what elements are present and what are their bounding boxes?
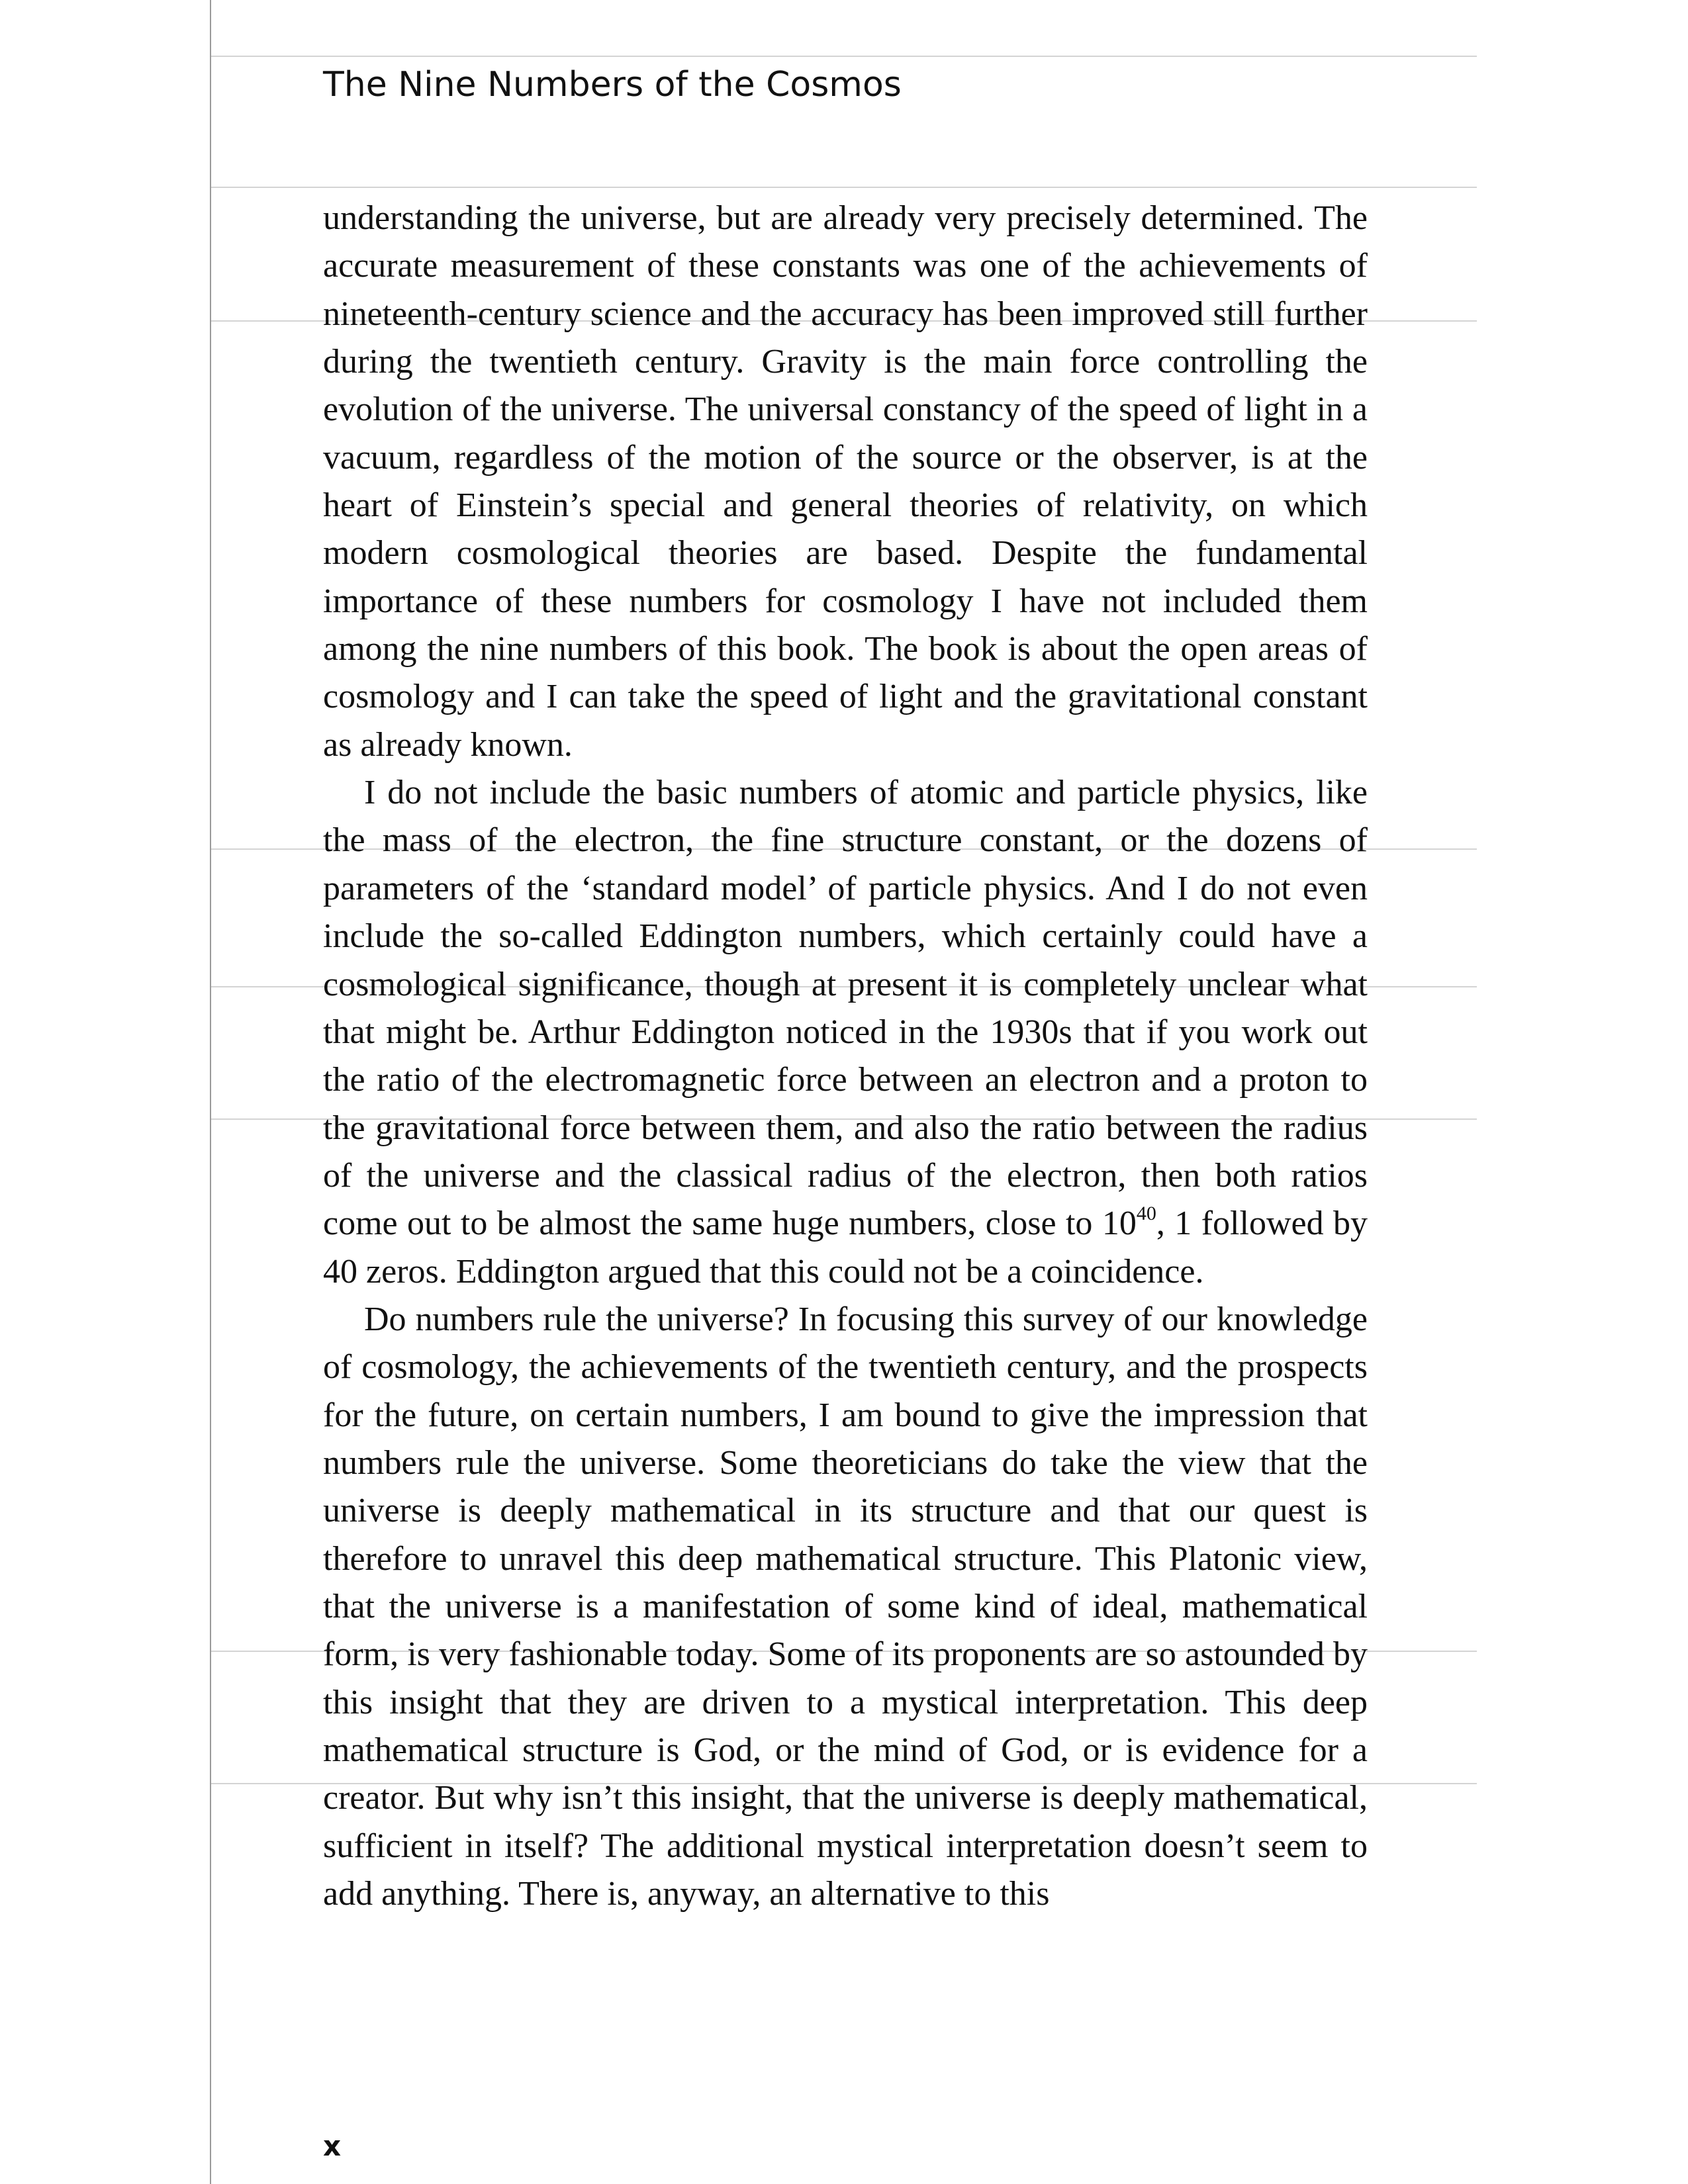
scan-line bbox=[211, 187, 1477, 188]
paragraph-text: I do not include the basic numbers of atomic and particle physics, like the mass of the electron, the fine structure constant, or the dozens of parameters of the ‘standard model’ of particle physics. And I do not even include the so-called Eddington numbers, which certainly could have a cosmological significance, though at present it is completely unclear what that might be. Arthur Eddington noticed in the 1930s that if you work out the ratio of the electromagnetic force between an electron and a proton to the gravitational force between them, and also the ratio between the radius of the universe and the classical radius of the electron, then both ratios come out to be almost the same huge numbers, close to bbox=[323, 774, 1368, 1243]
paragraph bbox=[323, 769, 1368, 1296]
running-head: The Nine Numbers of the Cosmos bbox=[323, 65, 902, 105]
paragraph: understanding the universe, but are already very precisely determined. The accurate measurement of these constants was one of the achievements of nineteenth-century science and the accuracy has been improved still further during the twentieth century. Gravity is the main force controlling the evolution of the universe. The universal constancy of the speed of light in a vacuum, regardless of the motion of the source or the observer, is at the heart of Einstein’s special and general theories of relativity, on which modern cosmological theories are based. Despite the fundamental importance of these numbers for cosmology I have not included them among the nine numbers of this book. The book is about the open areas of cosmology and I can take the speed of light and the gravitational constant as already known. bbox=[323, 199, 1368, 764]
power-exponent: 40 bbox=[1136, 1203, 1156, 1225]
paragraph-text: , 1 followed by 40 zeros. Eddington argued that this could not be a coincidence. bbox=[323, 1205, 1368, 1291]
scan-line bbox=[211, 56, 1477, 57]
page-number: x bbox=[323, 2130, 342, 2162]
power-base: 10 bbox=[1102, 1205, 1137, 1243]
body-text bbox=[323, 195, 1368, 1918]
page-spine-edge bbox=[210, 0, 211, 2184]
paragraph: Do numbers rule the universe? In focusing this survey of our knowledge of cosmology, the achievements of the twentieth century, and the prospects for the future, on certain numbers, I am bound to give the impression that numbers rule the universe. Some theoreticians do take the view that the universe is deeply mathematical in its structure and that our quest is therefore to unravel this deep mathematical structure. This Platonic view, that the universe is a manifestation of some kind of ideal, mathematical form, is very fashionable today. Some of its proponents are so astounded by this insight that they are driven to a mystical interpretation. This deep mathematical structure is God, or the mind of God, or is evidence for a creator. But why isn’t this insight, that the universe is deeply mathematical, sufficient in itself? The additional mystical interpretation doesn’t seem to add anything. There is, anyway, an alternative to this bbox=[323, 1300, 1368, 1913]
